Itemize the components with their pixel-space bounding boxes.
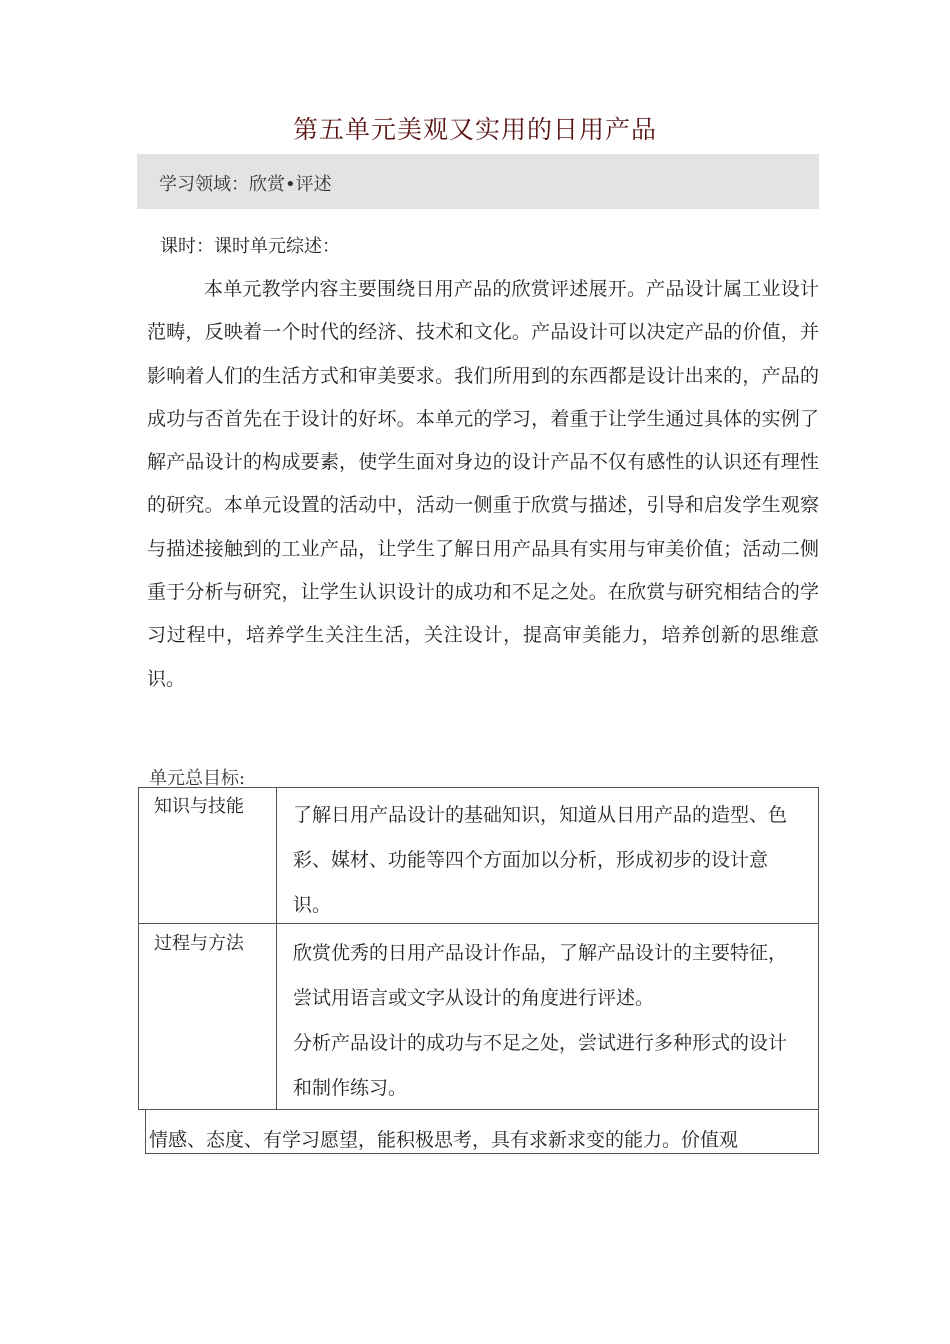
table-column-divider bbox=[276, 788, 277, 1109]
learning-domain-bar bbox=[137, 154, 819, 209]
goal-label-knowledge: 知识与技能 bbox=[154, 796, 244, 817]
goal-label-process: 过程与方法 bbox=[154, 933, 244, 954]
unit-goals-label: 单元总目标: bbox=[149, 768, 246, 789]
emotion-attitude-text: 情感、态度、有学习愿望，能积极思考，具有求新求变的能力。价值观 bbox=[149, 1129, 739, 1151]
unit-overview-paragraph: 本单元教学内容主要围绕日用产品的欣赏评述展开。产品设计属工业设计范畴，反映着一个时代的经济、技术和文化。产品设计可以决定产品的价值，并影响着人们的生活方式和审美要求。我们所用到的东西都是设计出来的，产品的成功与否首先在于设计的好坏。本单元的学习，着重于让学生通过具体的实例了解产品设计的构成要素，使学生面对身边的设计产品不仅有感性的认识还有理性的研究。本单元设置的活动中，活动一侧重于欣赏与描述，引导和启发学生观察与描述接触到的工业产品，让学生了解日用产品具有实用与审美价值；活动二侧重于分析与研究，让学生认识设计的成功和不足之处。在欣赏与研究相结合的学习过程中，培养学生关注生活，关注设计，提高审美能力，培养创新的思维意识。 bbox=[147, 278, 819, 690]
page-title: 第五单元美观又实用的日用产品 bbox=[292, 115, 657, 144]
learning-domain-text: 学习领域：欣赏•评述 bbox=[159, 174, 332, 195]
lesson-period: 课时：课时单元综述： bbox=[160, 236, 340, 257]
goal-text-process-2: 分析产品设计的成功与不足之处，尝试进行多种形式的设计和制作练习。 bbox=[293, 1032, 788, 1099]
unit-goals-table bbox=[138, 787, 819, 1110]
goal-text-process-1: 欣赏优秀的日用产品设计作品，了解产品设计的主要特征，尝试用语言或文字从设计的角度进行评述。 bbox=[293, 942, 788, 1009]
goal-text-knowledge: 了解日用产品设计的基础知识，知道从日用产品的造型、色彩、媒材、功能等四个方面加以分析，形成初步的设计意识。 bbox=[293, 804, 788, 916]
emotion-attitude-row bbox=[145, 1110, 819, 1154]
